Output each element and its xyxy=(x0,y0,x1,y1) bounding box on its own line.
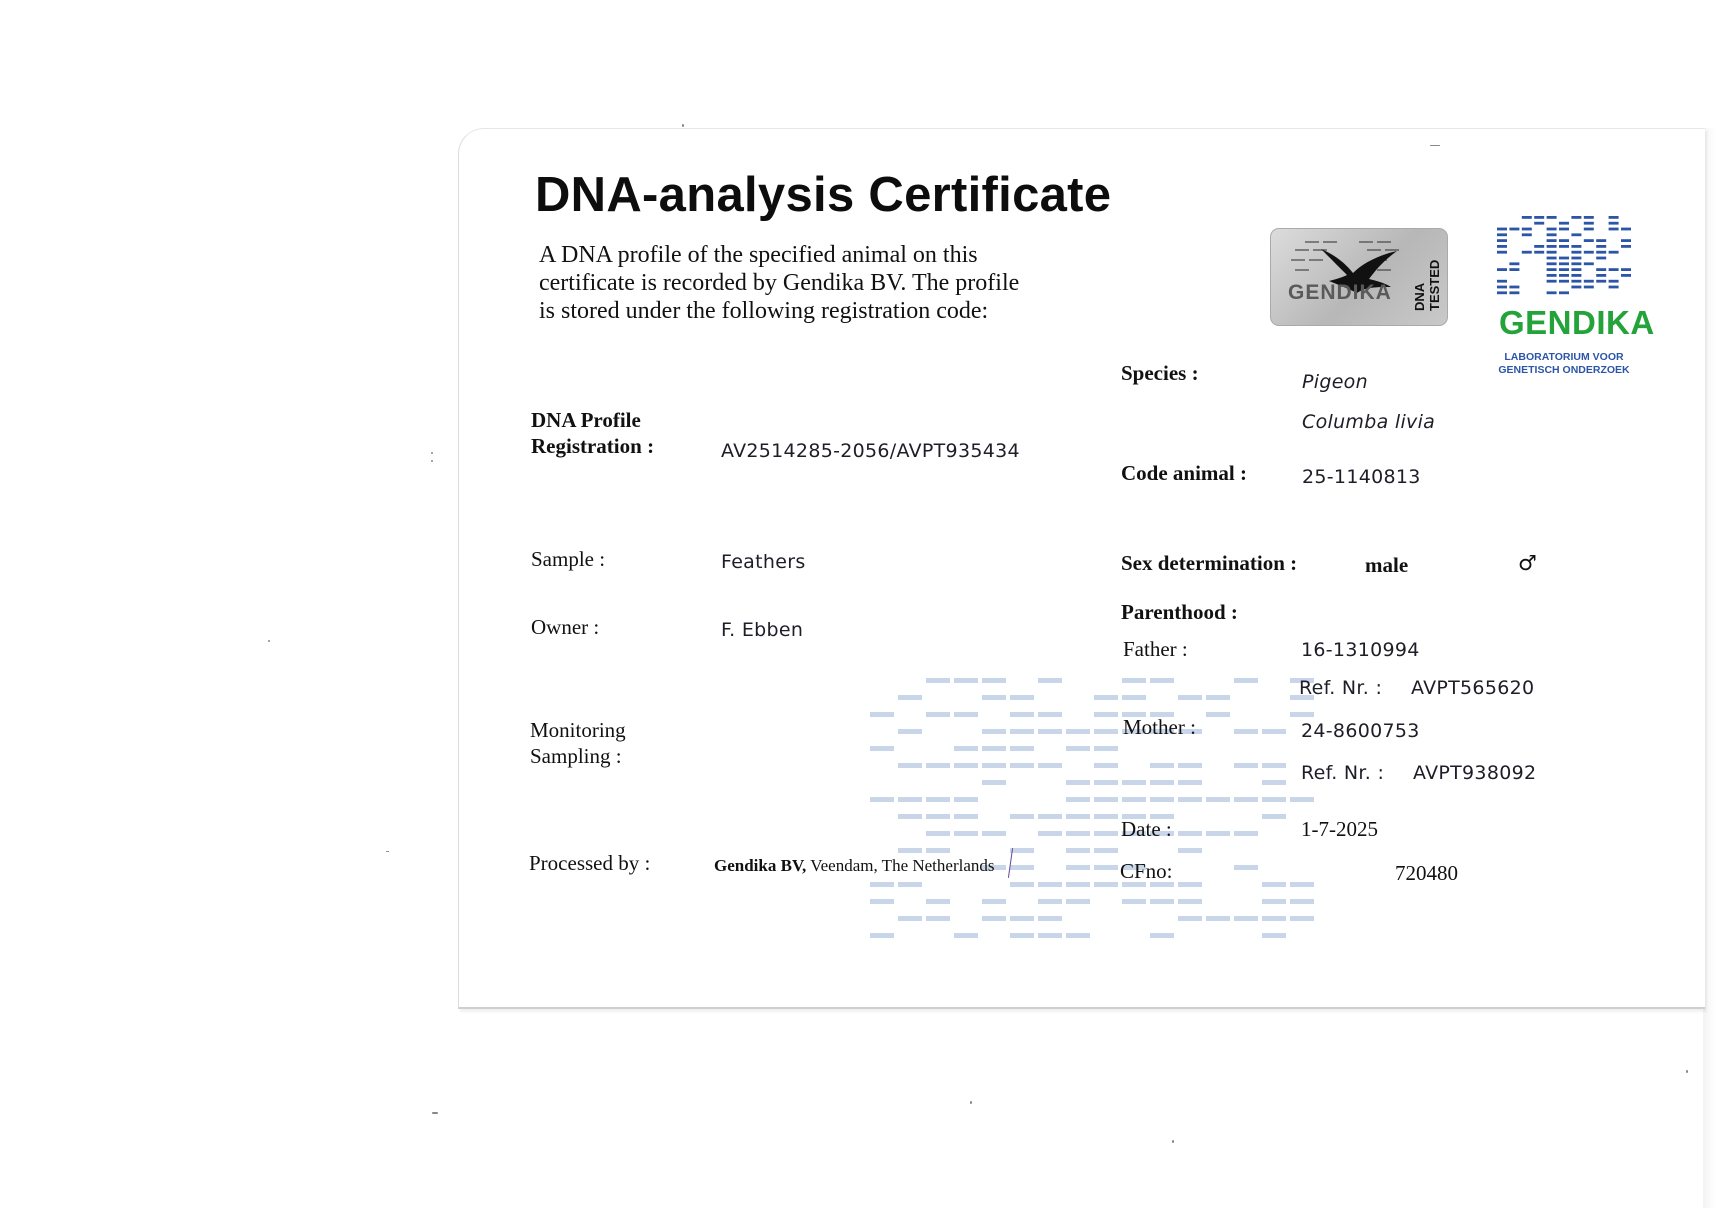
processed-company: Gendika BV, xyxy=(714,856,807,875)
species-common-value: Pigeon xyxy=(1302,371,1368,393)
code-animal-label: Code animal : xyxy=(1121,461,1247,485)
dna-bars-logo-icon xyxy=(1497,216,1633,296)
date-value: 1-7-2025 xyxy=(1301,817,1378,841)
parenthood-label: Parenthood : xyxy=(1121,600,1238,624)
sample-value: Feathers xyxy=(721,551,806,573)
species-label: Species : xyxy=(1121,361,1199,385)
gendika-watermark xyxy=(870,678,1320,950)
monitoring-label-line2: Sampling : xyxy=(530,744,622,768)
badge-label: GENDIKA xyxy=(1288,281,1392,304)
cfno-value: 720480 xyxy=(1395,861,1458,885)
dna-tested-badge xyxy=(1270,228,1448,326)
mother-label: Mother : xyxy=(1123,715,1196,739)
male-symbol-icon: ♂ xyxy=(1518,551,1537,575)
scan-speck xyxy=(682,124,684,127)
date-label: Date : xyxy=(1121,817,1172,841)
code-animal-value: 25-1140813 xyxy=(1302,466,1421,488)
badge-vertical-label: DNA TESTED xyxy=(1412,259,1442,311)
father-ref-label: Ref. Nr. : xyxy=(1299,677,1383,699)
monitoring-label-line1: Monitoring xyxy=(530,718,626,742)
scan-speck xyxy=(1172,1140,1174,1143)
scan-speck xyxy=(432,1112,438,1114)
mother-ref-label: Ref. Nr. : xyxy=(1301,762,1385,784)
father-label: Father : xyxy=(1123,637,1188,661)
scan-speck xyxy=(970,1101,972,1104)
species-latin-value: Columba livia xyxy=(1302,411,1436,433)
intro-text: A DNA profile of the specified animal on this certificate is recorded by Gendika BV. The profile is stored under the following registration code: xyxy=(539,242,1020,324)
scan-speck xyxy=(431,452,433,454)
sex-value: male xyxy=(1365,553,1409,577)
gendika-logo-word: GENDIKA xyxy=(1499,304,1655,341)
cfno-label: CFno: xyxy=(1120,859,1173,883)
owner-label: Owner : xyxy=(531,615,600,639)
registration-label-line2: Registration : xyxy=(531,434,655,458)
scan-speck xyxy=(1430,145,1440,146)
sample-label: Sample : xyxy=(531,547,606,571)
scan-speck xyxy=(431,460,433,462)
registration-value: AV2514285-2056/AVPT935434 xyxy=(721,440,1020,462)
certificate-title: DNA-analysis Certificate xyxy=(535,168,1112,222)
processed-location: Veendam, The Netherlands xyxy=(810,856,995,875)
father-value: 16-1310994 xyxy=(1301,639,1420,661)
owner-value: F. Ebben xyxy=(721,619,804,641)
scan-speck xyxy=(386,851,389,852)
gendika-logo-subtitle: LABORATORIUM VOOR GENETISCH ONDERZOEK xyxy=(1498,351,1630,376)
sex-label: Sex determination : xyxy=(1121,551,1298,575)
scan-speck xyxy=(268,640,270,642)
mother-value: 24-8600753 xyxy=(1301,720,1420,742)
processed-label: Processed by : xyxy=(529,851,651,875)
registration-label-line1: DNA Profile xyxy=(531,408,641,432)
father-ref-value: AVPT565620 xyxy=(1411,677,1535,699)
processed-value xyxy=(714,856,995,876)
scan-speck xyxy=(1686,1070,1688,1073)
mother-ref-value: AVPT938092 xyxy=(1413,762,1537,784)
